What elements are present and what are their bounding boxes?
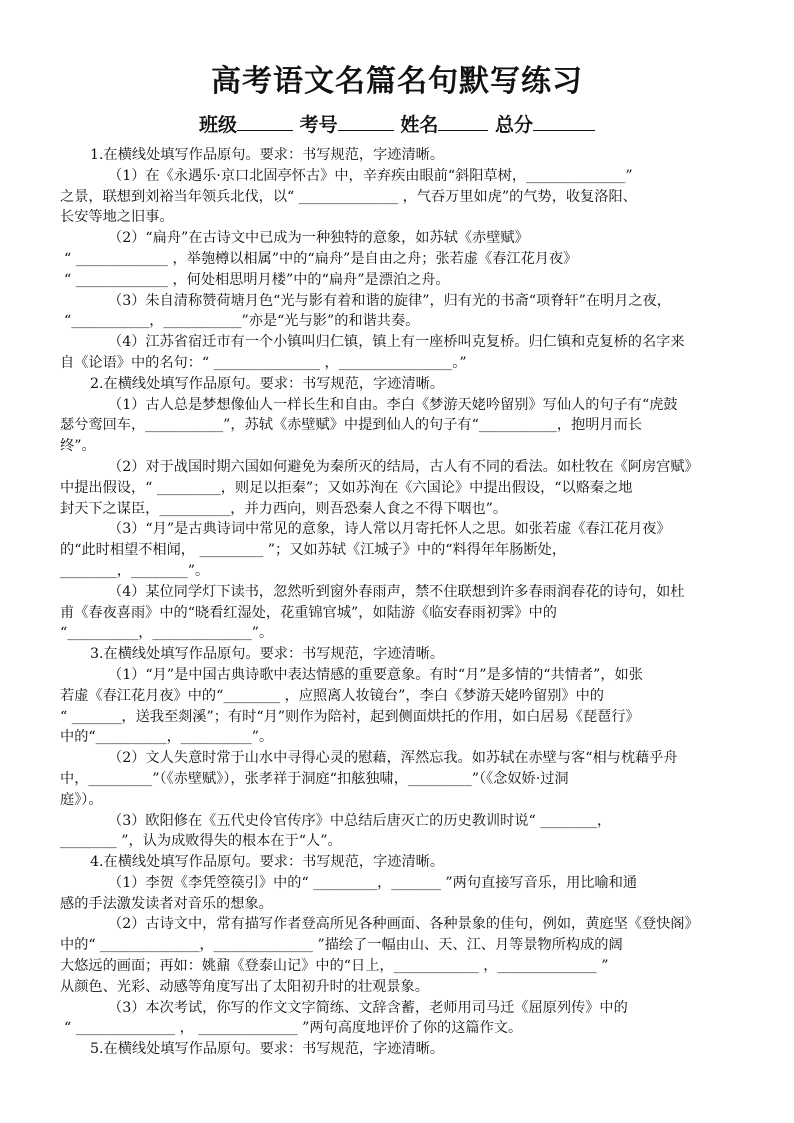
text-line: （1）在《永遇乐·京口北固亭怀古》中，辛弃疾由眼前“斜阳草树，______________”: [108, 167, 633, 184]
text-line: 封天下之谋臣，__________，并力西向，则吾恐秦人食之不得下咽也”。: [60, 500, 508, 517]
text-line: （2）古诗文中，常有描写作者登高所见各种画面、各种景象的佳句，例如，黄庭坚《登快阁》: [108, 916, 699, 933]
text-line: 中，_________”（《赤壁赋》），张孝祥于洞庭“扣舷独啸，_________”（《念奴娇·过洞: [60, 770, 569, 787]
text-line: 甫《春夜喜雨》中的“晓看红湿处，花重锦官城”，如陆游《临安春雨初霁》中的: [60, 604, 557, 621]
text-line: 2.在横线处填写作品原句。要求：书写规范，字迹清晰。: [90, 375, 445, 392]
text-line: 感的手法激发读者对音乐的想象。: [60, 895, 273, 912]
text-line: 4.在横线处填写作品原句。要求：书写规范，字迹清晰。: [90, 854, 445, 871]
text-line: “___________，___________”亦是“光与影”的和谐共奏。: [64, 313, 420, 330]
text-line: （3）本次考试，你写的作文文字简练、文辞含蓄，老师用司马迁《屈原列传》中的: [108, 999, 628, 1016]
text-line: 1.在横线处填写作品原句。要求：书写规范，字迹清晰。: [90, 147, 445, 163]
text-line: （2）“扁舟”在古诗文中已成为一种独特的意象，如苏轼《赤壁赋》: [108, 230, 529, 247]
name-label: 姓名: [400, 114, 439, 136]
text-line: （1）“月”是中国古典诗歌中表达情感的重要意象。有时“月”是多情的“共情者”，如张: [108, 666, 643, 683]
text-line: 中提出假设，“ _________，则足以拒秦”；又如苏洵在《六国论》中提出假设，“以赂秦之地: [60, 479, 633, 496]
text-line: （4）江苏省宿迁市有一个小镇叫归仁镇，镇上有一座桥叫克复桥。归仁镇和克复桥的名字来: [108, 334, 685, 351]
score-label: 总分: [494, 114, 533, 136]
exam-no-blank[interactable]: [338, 110, 394, 131]
text-line: “ ______________ ， ______________ ”两句高度地评价了你的这篇作文。: [64, 1020, 523, 1037]
text-line: 之景，联想到刘裕当年领兵北伐，以“ ______________ ，气吞万里如虎”的气势，收复洛阳、: [60, 188, 637, 205]
text-line: ________，________”。: [60, 562, 210, 579]
text-line: （1）李贺《李凭箜篌引》中的“ _________，_______ ”两句直接写音乐，用比喻和通: [108, 874, 638, 891]
page-title: 高考语文名篇名句默写练习: [211, 64, 583, 99]
text-line: 中的“ ______________，______________ ”描绘了一幅由山、天、江、月等景物所构成的阔: [60, 937, 623, 954]
text-line: 从颜色、光彩、动感等角度写出了太阳初升时的壮观景象。: [60, 978, 429, 995]
text-line: （2）文人失意时常于山水中寻得心灵的慰藉，浑然忘我。如苏轼在赤壁与客“相与枕藉乎舟: [108, 750, 678, 767]
text-line: 大悠远的画面；再如：姚鼐《登泰山记》中的“日上，____________ ，______________ ”: [60, 958, 609, 975]
text-line: 中的“__________，__________”。: [60, 729, 274, 746]
text-line: “ _____________ ，举匏樽以相属”中的“扁舟”是自由之舟；张若虚《春江花月夜》: [64, 250, 578, 267]
text-line: “ _____________ ，何处相思明月楼”中的“扁舟”是漂泊之舟。: [64, 271, 450, 288]
text-line: 终”。: [60, 438, 96, 455]
text-line: “ _______，送我至剡溪”；有时“月”则作为陪衬，起到侧面烘托的作用，如白居易《琵琶行》: [60, 708, 640, 725]
exam-no-label: 考号: [299, 114, 338, 136]
text-line: ________ ”，认为成败得失的根本在于“人”。: [60, 833, 342, 850]
student-info-row: [0, 110, 794, 139]
class-label: 班级: [199, 114, 238, 136]
text-line: （3）“月”是古典诗词中常见的意象，诗人常以月寄托怀人之思。如张若虚《春江花月夜》: [108, 521, 671, 538]
class-blank[interactable]: [237, 110, 293, 131]
text-line: “__________，______________”。: [60, 625, 274, 642]
text-line: 瑟兮鸾回车，___________”，苏轼《赤壁赋》中提到仙人的句子有“___________，抱明月而长: [60, 417, 643, 434]
text-line: （3）朱自清称赞荷塘月色“光与影有着和谐的旋律”，归有光的书斋“项脊轩”在明月之夜，: [108, 292, 671, 309]
text-line: 庭》）。: [60, 791, 103, 808]
text-line: 5.在横线处填写作品原句。要求：书写规范，字迹清晰。: [90, 1041, 445, 1058]
text-line: 若虚《春江花月夜》中的“________ ，应照离人妆镜台”，李白《梦游天姥吟留别》中的: [60, 687, 604, 704]
text-line: 长安等地之旧事。: [60, 209, 174, 226]
question-text: [60, 145, 736, 1060]
name-blank[interactable]: [438, 110, 488, 131]
text-line: 3.在横线处填写作品原句。要求：书写规范，字迹清晰。: [90, 646, 445, 663]
score-blank[interactable]: [533, 110, 595, 131]
text-line: （1）古人总是梦想像仙人一样长生和自由。李白《梦游天姥吟留别》写仙人的句子有“虎鼓: [108, 396, 678, 413]
text-line: 自《论语》中的名句：“ _______________ ，________________。”: [60, 354, 467, 371]
text-line: （3）欧阳修在《五代史伶官传序》中总结后唐灭亡的历史教训时说“ ________，: [108, 812, 612, 829]
text-line: （4）某位同学灯下读书，忽然听到窗外春雨声，禁不住联想到许多春雨润春花的诗句，如杜: [108, 583, 685, 600]
text-line: 的“此时相望不相闻， _________ ”；又如苏轼《江城子》中的“料得年年肠断处，: [60, 542, 567, 559]
text-line: （2）对于战国时期六国如何避免为秦所灭的结局，古人有不同的看法。如杜牧在《阿房宫赋》: [108, 458, 699, 475]
